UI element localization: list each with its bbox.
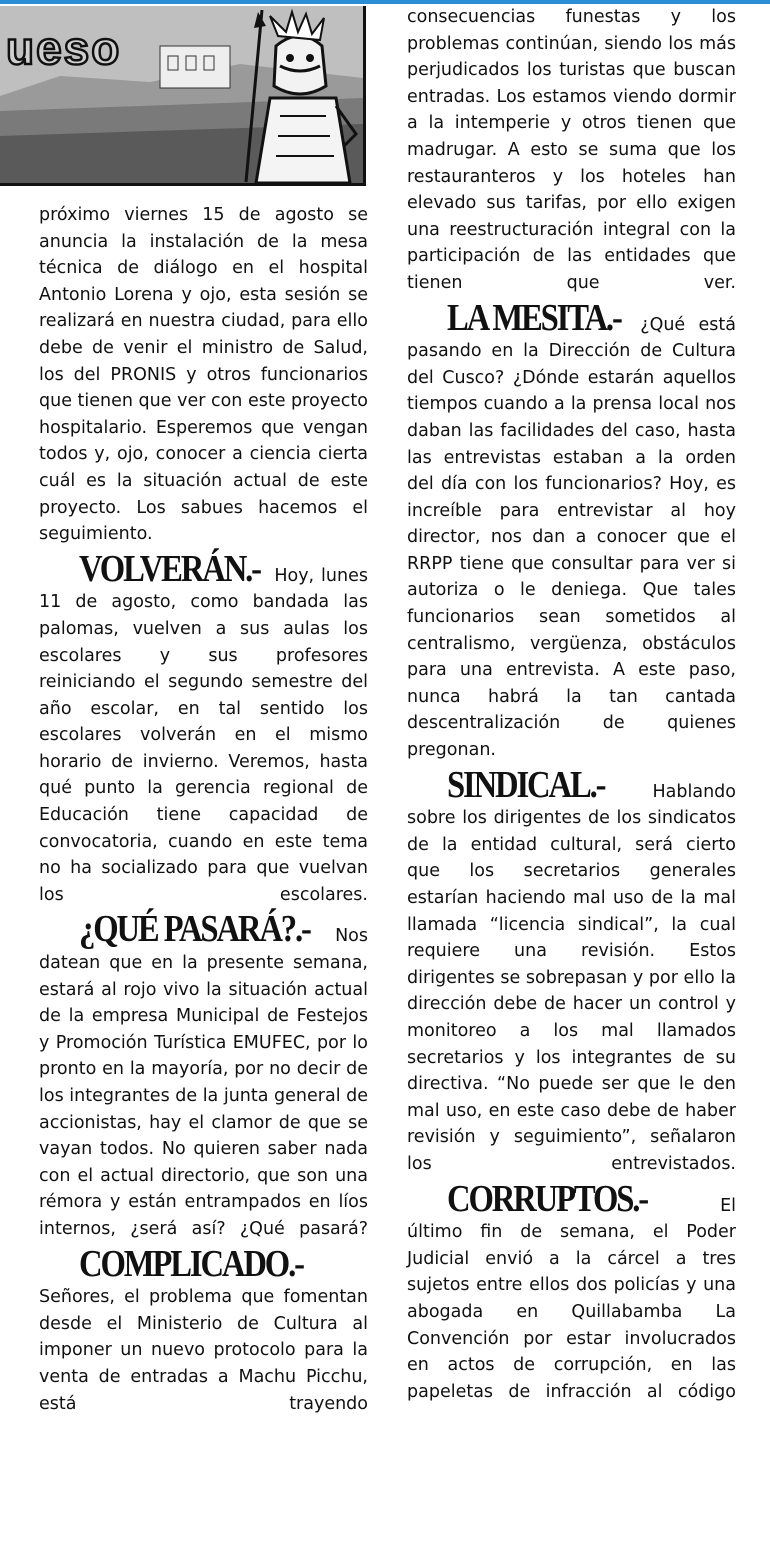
banner-title: ueso — [6, 22, 122, 74]
section-heading: ¿QUÉ PASARÁ?.- — [79, 908, 310, 951]
article-paragraph — [39, 908, 368, 1242]
section-heading: SINDICAL.- — [447, 763, 605, 806]
banner-illustration — [0, 6, 363, 183]
section-heading: LA MESITA.- — [447, 296, 621, 339]
article-paragraph — [407, 1177, 736, 1406]
article-paragraph — [39, 1242, 368, 1418]
article-paragraph — [407, 296, 736, 764]
article-paragraph — [407, 4, 736, 297]
right-column — [407, 4, 736, 1413]
paragraph-text: Nos datean que en la presente semana, estará al rojo vivo la situación actual de la empresa Municipal de Festejos y Promoción Turística EMUFEC, por lo pronto en la mayoría, por no decir de los integrantes de la junta general de accionistas, hay el clamor de que se vayan todos. No quieren saber nada con el actual directorio, que son una rémora y están entrampados en líos internos, ¿será así? ¿Qué pasará? — [39, 926, 368, 1239]
paragraph-text: El último fin de semana, el Poder Judicial envió a la cárcel a tres sujetos entre ellos dos policías y una abogada en Quillabamba La Convención por estar involucrados en actos de corrupción, en las papeletas de infracción al código — [407, 1195, 736, 1402]
left-column — [39, 202, 368, 1425]
paragraph-text: próximo viernes 15 de agosto se anuncia la instalación de la mesa técnica de diálogo en el hospital Antonio Lorena y ojo, esta sesión se realizará en nuestra ciudad, para ello debe de venir el ministro de Salud, los del PRONIS y otros funcionarios que tienen que ver con este proyecto hospitalario. Esperemos que vengan todos y, ojo, conocer a ciencia cierta cuál es la situación actual de este proyecto. Los sabues hacemos el seguimiento. — [39, 205, 368, 545]
paragraph-text: Hablando sobre los dirigentes de los sindicatos de la entidad cultural, será cierto que los secretarios generales estarían haciendo mal uso de la mal llamada “licencia sindical”, la cual requiere una revisión. Estos dirigentes se sobrepasan y por ello la dirección debe de hacer un control y monitoreo a los mal llamados secretarios y los integrantes de su directiva. “No puede ser que le den mal uso, en este caso debe de haber revisión y seguimiento”, señalaron los entrevistados. — [407, 781, 736, 1174]
section-heading: COMPLICADO.- — [79, 1242, 303, 1285]
paragraph-text: Señores, el problema que fomentan desde el Ministerio de Cultura al imponer un nuevo protocolo para la venta de entradas a Machu Picchu, está trayendo — [39, 1287, 368, 1414]
section-heading: CORRUPTOS.- — [447, 1177, 647, 1220]
column-banner — [0, 6, 366, 186]
paragraph-text: consecuencias funestas y los problemas continúan, siendo los más perjudicados los turistas que buscan entradas. Los estamos viendo dormir a la intemperie y otros tienen que madrugar. A esto se suma que los restauranteros y los hoteles han elevado sus tarifas, por ello exigen una reestructuración integral con la participación de las entidades que tienen que ver. — [407, 7, 736, 293]
article-paragraph — [39, 202, 368, 548]
paragraph-text: ¿Qué está pasando en la Dirección de Cultura del Cusco? ¿Dónde estarán aquellos tiempos cuando a la prensa local nos daban las facilidades del caso, hasta las entrevistas estaban a la orden del día con los funcionarios? Hoy, es increíble para entrevistar al hoy director, nos dan a conocer que el RRPP tiene que consultar para ver si autoriza o le deniega. Que tales funcionarios sean sometidos al centralismo, vergüenza, obstáculos para una entrevista. A este paso, nunca habrá la tan cantada descentralización de quienes pregonan. — [407, 314, 736, 761]
paragraph-text: Hoy, lunes 11 de agosto, como bandada las palomas, vuelven a sus aulas los escolares y sus profesores reiniciando el segundo semestre del año escolar, en tal sentido los escolares volverán en el mismo horario de invierno. Veremos, hasta qué punto la gerencia regional de Educación tiene capacidad de convocatoria, cuando en este tema no ha socializado para que vuelvan los escolares. — [39, 565, 368, 905]
article-paragraph — [407, 763, 736, 1178]
article-paragraph — [39, 547, 368, 909]
section-heading: VOLVERÁN.- — [79, 547, 260, 590]
